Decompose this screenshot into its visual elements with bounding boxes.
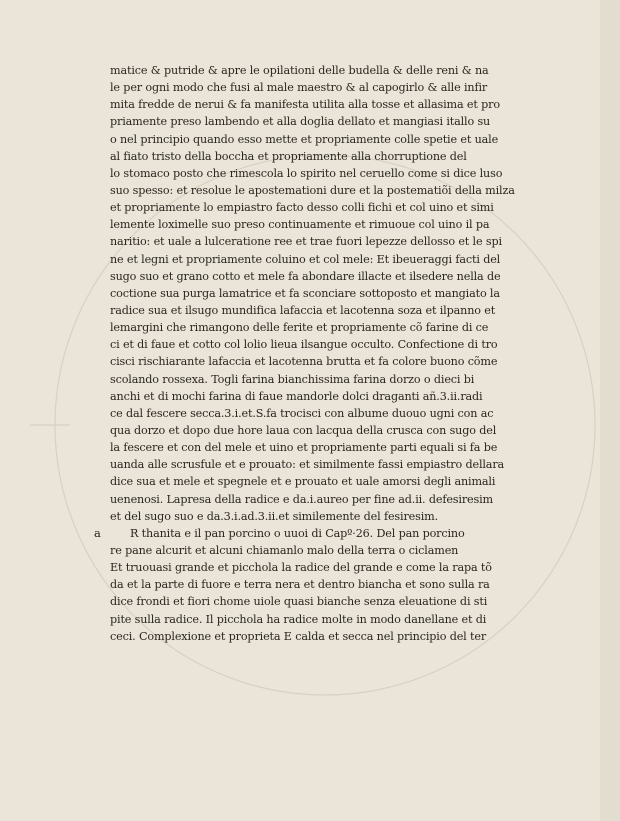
text-line: radice sua et ilsugo mundifica lafaccia et lacotenna soza et ilpanno et xyxy=(110,303,496,317)
text-line: da et la parte di fuore e terra nera et dentro biancha et sono sulla ra xyxy=(110,578,490,592)
text-line: mita fredde de nerui & fa manifesta utilita alla tosse et allasima et pro xyxy=(110,98,500,112)
text-line: ne et legni et propriamente coluino et col mele: Et ibeueraggi facti del xyxy=(110,252,501,266)
text-line: anchi et di mochi farina di faue mandorle dolci draganti añ.3.ii.radi xyxy=(110,389,483,403)
text-line: ci et di faue et cotto col lolio lieua ilsangue occulto. Confectione di tro xyxy=(110,338,498,352)
text-line: scolando rossexa. Togli farina bianchissima farina dorzo o dieci bi xyxy=(110,372,475,386)
text-column xyxy=(94,62,542,645)
text-line: ceci. Complexione et proprieta E calda et secca nel principio del ter xyxy=(110,629,487,643)
text-line: lo stomaco posto che rimescola lo spirito nel ceruello come si dice luso xyxy=(110,166,503,180)
text-line: lemargini che rimangono delle ferite et propriamente cõ farine di ce xyxy=(110,321,489,335)
text-line: pite sulla radice. Il picchola ha radice molte in modo danellane et di xyxy=(110,612,487,626)
chapter-heading-text: R thanita e il pan porcino o uuoi di Capº·26. Del pan porcino xyxy=(130,526,465,540)
chapter-heading-line xyxy=(94,525,542,542)
text-line: et del sugo suo e da.3.i.ad.3.ii.et similemente del fesiresim. xyxy=(110,509,439,523)
text-line: uenenosi. Lapresa della radice e da.i.aureo per fine ad.ii. defesiresim xyxy=(110,492,493,506)
text-lines-after xyxy=(110,542,542,645)
text-line: dice sua et mele et spegnele et e prouato et uale amorsi degli animali xyxy=(110,475,496,489)
text-line: ce dal fescere secca.3.i.et.S.fa trocisci con albume duouo ugni con ac xyxy=(110,406,494,420)
text-line: dice frondi et fiori chome uiole quasi bianche senza eleuatione di sti xyxy=(110,595,488,609)
text-line: coctione sua purga lamatrice et fa sconciare sottoposto et mangiato la xyxy=(110,286,500,300)
text-line: et propriamente lo empiastro facto desso colli fichi et col uino et simi xyxy=(110,201,494,215)
text-lines-before xyxy=(110,62,542,525)
text-line: uanda alle scrusfule et e prouato: et similmente fassi empiastro dellara xyxy=(110,458,505,472)
text-line: la fescere et con del mele et uino et propriamente parti equali si fa be xyxy=(110,441,498,455)
text-line: o nel principio quando esso mette et propriamente colle spetie et uale xyxy=(110,132,499,146)
text-line: Et truouasi grande et picchola la radice del grande e come la rapa tõ xyxy=(110,561,492,575)
text-line: qua dorzo et dopo due hore laua con lacqua della crusca con sugo del xyxy=(110,423,497,437)
margin-letter: a xyxy=(94,525,101,540)
text-line: sugo suo et grano cotto et mele fa abondare illacte et ilsedere nella de xyxy=(110,269,501,283)
text-line: re pane alcurit et alcuni chiamanlo malo della terra o ciclamen xyxy=(110,543,459,557)
text-line: al fiato tristo della boccha et propriamente alla chorruptione del xyxy=(110,149,467,163)
text-line: naritio: et uale a lulceratione ree et trae fuori lepezze dellosso et le spi xyxy=(110,235,502,249)
text-line: cisci rischiarante lafaccia et lacotenna brutta et fa colore buono cõme xyxy=(110,355,498,369)
text-line: matice & putride & apre le opilationi delle budella & delle reni & na xyxy=(110,64,489,77)
text-line: suo spesso: et resolue le apostemationi dure et la postematiõi della milza xyxy=(110,183,515,197)
text-line: priamente preso lambendo et alla doglia dellato et mangiasi itallo su xyxy=(110,115,491,129)
text-line: le per ogni modo che fusi al male maestro & al capogirlo & alle infir xyxy=(110,81,488,95)
text-line: lemente loximelle suo preso continuamente et rimuoue col uino il pa xyxy=(110,218,490,232)
